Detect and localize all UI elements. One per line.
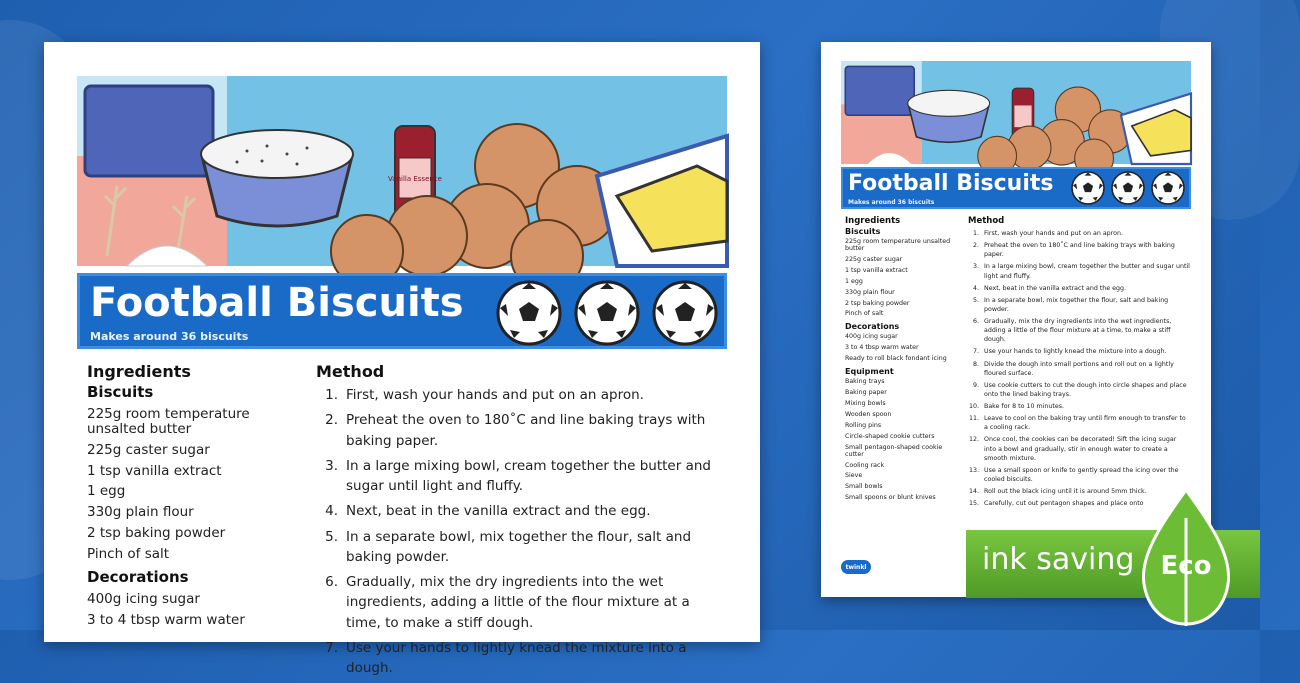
hero-illustration (77, 76, 727, 266)
ingredient-item: Pinch of salt (87, 545, 170, 562)
method-step (968, 402, 1190, 411)
recipe-sheet-large (44, 42, 760, 676)
equipment-item: Cooling rack (845, 461, 885, 469)
football-icon (1111, 171, 1145, 205)
step-text: In a large mixing bowl, cream together the butter and sugar until light and fluffy. (984, 263, 1190, 280)
method-step (968, 262, 1190, 280)
equipment-item: Small bowls (845, 483, 883, 491)
recipe-subtitle: Makes around 36 biscuits (90, 330, 249, 343)
method-step (968, 435, 1190, 462)
method-step (968, 360, 1190, 378)
biscuits-heading: Biscuits (87, 383, 154, 401)
step-text: Once cool, the cookies can be decorated! Sift the icing sugar into a bowl and gradually, stir in enough water to create a smooth mixture. (984, 436, 1177, 462)
step-number: 4. (972, 284, 979, 292)
method-step (316, 501, 726, 521)
step-text: Use a small spoon or knife to gently spread the icing over the cooled biscuits. (984, 466, 1179, 483)
method-step (968, 284, 1190, 293)
method-step (316, 572, 726, 633)
step-number: 6. (972, 318, 979, 325)
method-step (316, 410, 726, 451)
method-step (316, 638, 726, 679)
step-text: In a separate bowl, mix together the flour, salt and baking powder. (984, 296, 1169, 313)
step-number: 7. (325, 639, 338, 656)
step-text: In a separate bowl, mix together the flour, salt and baking powder. (346, 528, 692, 565)
step-text: Carefully, cut out pentagon shapes and place onto (984, 500, 1144, 508)
method-step (316, 456, 726, 497)
method-step (968, 414, 1190, 432)
step-text: Next, beat in the vanilla extract and the egg. (984, 284, 1127, 292)
method-step (968, 229, 1190, 238)
step-number: 9. (972, 381, 979, 389)
equipment-heading: Equipment (845, 367, 894, 377)
ingredient-item: 2 tsp baking powder (87, 525, 226, 542)
step-text: Preheat the oven to 180˚C and line baking trays with baking paper. (984, 242, 1175, 259)
method-step (968, 241, 1190, 259)
equipment-item: Small pentagon-shaped cookie cutter (845, 443, 943, 458)
step-text: Use cookie cutters to cut the dough into circle shapes and place onto the lined baking trays. (984, 381, 1187, 398)
step-number: 2. (325, 412, 338, 429)
ingredients-section (87, 362, 287, 633)
equipment-item: Small spoons or blunt knives (845, 494, 936, 502)
ingredient-item: 330g plain flour (845, 288, 895, 296)
method-step (968, 347, 1190, 356)
step-number: 5. (325, 528, 338, 545)
step-number: 13. (968, 466, 979, 474)
ingredient-item: 330g plain flour (87, 504, 194, 521)
step-number: 7. (972, 348, 979, 356)
recipe-subtitle: Makes around 36 biscuits (848, 199, 935, 206)
step-number: 12. (968, 436, 979, 444)
ingredient-item: 1 tsp vanilla extract (845, 266, 908, 274)
step-number: 2. (972, 242, 979, 250)
step-number: 4. (325, 503, 338, 520)
step-number: 15. (968, 500, 979, 508)
football-icon (496, 280, 562, 346)
step-text: Preheat the oven to 180˚C and line baking trays with baking paper. (346, 412, 706, 449)
decoration-item: 400g icing sugar (87, 590, 200, 607)
step-number: 11. (968, 415, 979, 423)
football-icon (574, 280, 640, 346)
decoration-item: 3 to 4 tbsp warm water (87, 611, 245, 628)
ingredient-item: 1 egg (845, 277, 863, 285)
method-step (968, 317, 1190, 344)
method-section (968, 216, 1190, 511)
title-banner (77, 273, 727, 349)
eco-label: Eco (1160, 551, 1212, 581)
football-icon (1151, 171, 1185, 205)
decorations-heading: Decorations (87, 567, 189, 586)
ingredients-heading: Ingredients (87, 362, 191, 381)
step-text: Divide the dough into small portions and roll out on a lightly floured surface. (984, 360, 1174, 377)
ingredient-item: 225g room temperature unsalted butter (845, 238, 951, 252)
step-number: 14. (968, 488, 979, 495)
step-number: 10. (968, 403, 979, 410)
football-icon (1071, 171, 1105, 205)
step-number: 1. (972, 230, 979, 237)
equipment-item: Wooden spoon (845, 410, 892, 418)
step-text: Leave to cool on the baking tray until firm enough to transfer to a cooling rack. (984, 415, 1186, 432)
step-text: Use your hands to lightly knead the mixture into a dough. (984, 348, 1167, 356)
ingredient-item: 1 tsp vanilla extract (87, 462, 222, 479)
step-number: 3. (972, 263, 979, 271)
recipe-title: Football Biscuits (90, 280, 464, 326)
equipment-item: Sieve (845, 472, 863, 480)
method-heading: Method (968, 216, 1005, 226)
hero-illustration (841, 61, 1191, 164)
equipment-item: Rolling pins (845, 421, 882, 429)
equipment-item: Mixing bowls (845, 399, 886, 407)
decoration-item: 3 to 4 tbsp warm water (845, 344, 919, 352)
equipment-item: Baking trays (845, 378, 885, 386)
step-number: 1. (325, 387, 338, 403)
step-number: 3. (325, 457, 338, 474)
ingredient-item: Pinch of salt (845, 310, 884, 318)
method-step (316, 385, 726, 405)
vanilla-label: Vanilla Essence (388, 175, 442, 183)
ingredient-item: 225g caster sugar (87, 441, 210, 458)
method-section (316, 362, 726, 683)
ingredients-heading: Ingredients (845, 216, 901, 226)
step-text: Bake for 8 to 10 minutes. (984, 403, 1064, 410)
step-number: 6. (325, 574, 338, 590)
method-heading: Method (316, 362, 385, 381)
method-step (316, 527, 726, 568)
method-step (968, 466, 1190, 484)
method-step (968, 296, 1190, 314)
step-text: Use your hands to lightly knead the mixture into a dough. (346, 639, 687, 676)
ingredient-item: 225g room temperature unsalted butter (87, 406, 250, 437)
equipment-item: Circle-shaped cookie cutters (845, 432, 935, 440)
decoration-item: Ready to roll black fondant icing (845, 355, 947, 363)
step-text: Gradually, mix the dry ingredients into the wet ingredients, adding a little of the flour mixture at a time, to make a stiff dough. (984, 318, 1172, 344)
twinkl-logo: twinkl (841, 560, 871, 574)
step-text: Next, beat in the vanilla extract and the egg. (346, 503, 651, 520)
step-text: First, wash your hands and put on an apron. (984, 230, 1123, 237)
decorations-heading: Decorations (845, 322, 900, 332)
ink-saving-label: ink saving (982, 542, 1135, 577)
ingredients-section (845, 216, 963, 506)
step-text: In a large mixing bowl, cream together the butter and sugar until light and fluffy. (346, 457, 711, 494)
method-step (968, 381, 1190, 399)
step-number: 8. (972, 360, 979, 368)
step-text: Gradually, mix the dry ingredients into the wet ingredients, adding a little of the flour mixture at a time, to make a stiff dough. (346, 574, 690, 631)
recipe-title: Football Biscuits (848, 171, 1054, 196)
equipment-item: Baking paper (845, 389, 887, 397)
step-number: 5. (972, 296, 979, 304)
title-banner (841, 167, 1191, 209)
biscuits-heading: Biscuits (845, 227, 881, 236)
step-text: Roll out the black icing until it is around 5mm thick. (984, 488, 1147, 495)
ingredient-item: 225g caster sugar (845, 255, 903, 263)
football-icon (652, 280, 718, 346)
decoration-item: 400g icing sugar (845, 333, 898, 341)
eco-leaf-icon (1136, 488, 1236, 628)
step-text: First, wash your hands and put on an apron. (346, 387, 644, 403)
ingredient-item: 2 tsp baking powder (845, 299, 910, 307)
ingredient-item: 1 egg (87, 483, 126, 500)
